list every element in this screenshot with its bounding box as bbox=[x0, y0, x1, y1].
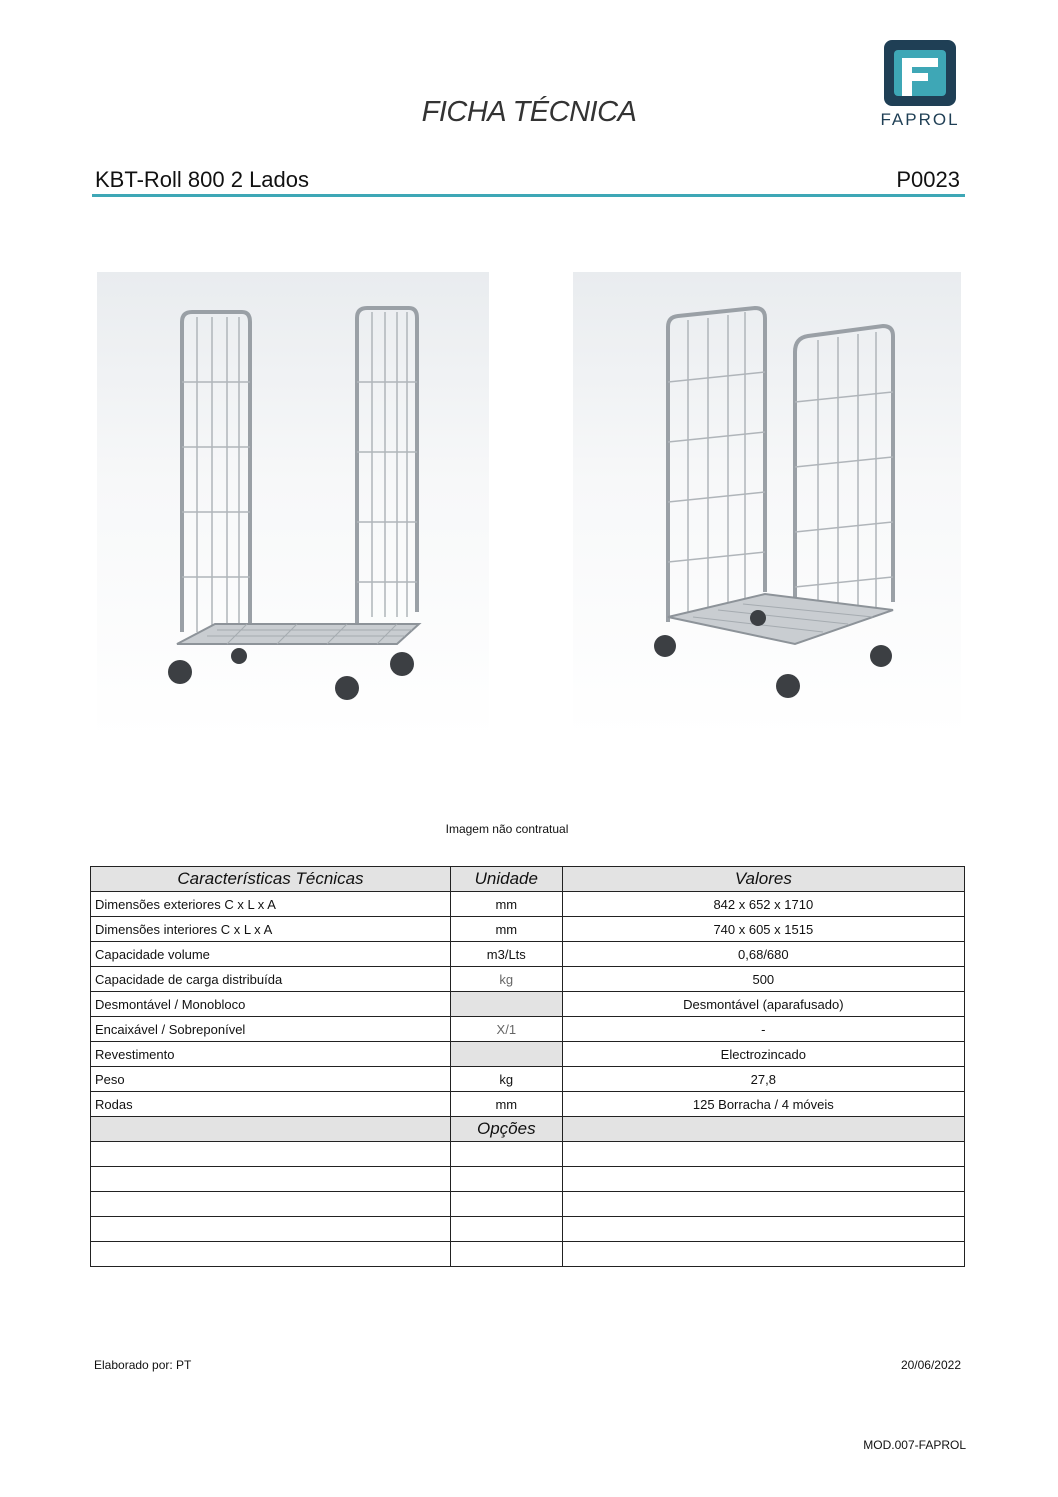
options-header-blank bbox=[562, 1117, 964, 1142]
header-values: Valores bbox=[562, 867, 964, 892]
row-unit: kg bbox=[450, 1067, 562, 1092]
row-value: 0,68/680 bbox=[562, 942, 964, 967]
row-name: Dimensões exteriores C x L x A bbox=[91, 892, 451, 917]
row-value: 125 Borracha / 4 móveis bbox=[562, 1092, 964, 1117]
options-row bbox=[91, 1142, 965, 1167]
row-name: Rodas bbox=[91, 1092, 451, 1117]
row-unit: X/1 bbox=[450, 1017, 562, 1042]
row-value: 27,8 bbox=[562, 1067, 964, 1092]
document-date: 20/06/2022 bbox=[900, 1358, 961, 1372]
row-name: Dimensões interiores C x L x A bbox=[91, 917, 451, 942]
row-name: Peso bbox=[91, 1067, 451, 1092]
options-header: Opções bbox=[450, 1117, 562, 1142]
options-row bbox=[91, 1192, 965, 1217]
options-header-blank bbox=[91, 1117, 451, 1142]
row-unit: mm bbox=[450, 892, 562, 917]
product-image-perspective bbox=[573, 272, 961, 738]
row-value: Desmontável (aparafusado) bbox=[562, 992, 964, 1017]
specs-table bbox=[90, 866, 965, 1267]
table-row bbox=[91, 917, 965, 942]
row-unit: mm bbox=[450, 917, 562, 942]
table-row bbox=[91, 1092, 965, 1117]
header-characteristics: Características Técnicas bbox=[91, 867, 451, 892]
row-name: Desmontável / Monobloco bbox=[91, 992, 451, 1017]
row-value: 842 x 652 x 1710 bbox=[562, 892, 964, 917]
row-unit: kg bbox=[450, 967, 562, 992]
table-row bbox=[91, 1042, 965, 1067]
row-value: - bbox=[562, 1017, 964, 1042]
row-name: Capacidade de carga distribuída bbox=[91, 967, 451, 992]
table-row bbox=[91, 942, 965, 967]
product-name: KBT-Roll 800 2 Lados bbox=[95, 167, 310, 192]
options-row bbox=[91, 1167, 965, 1192]
product-image-front bbox=[97, 272, 489, 740]
row-value: 500 bbox=[562, 967, 964, 992]
options-row bbox=[91, 1217, 965, 1242]
row-unit: mm bbox=[450, 1092, 562, 1117]
image-disclaimer: Imagem não contratual bbox=[445, 822, 569, 836]
logo-text: FAPROL bbox=[880, 110, 960, 129]
form-code: MOD.007-FAPROL bbox=[863, 1438, 966, 1452]
row-name: Capacidade volume bbox=[91, 942, 451, 967]
table-row bbox=[91, 892, 965, 917]
title-divider bbox=[92, 194, 965, 197]
table-header-row bbox=[91, 867, 965, 892]
table-row bbox=[91, 967, 965, 992]
row-name: Encaixável / Sobreponível bbox=[91, 1017, 451, 1042]
row-unit: m3/Lts bbox=[450, 942, 562, 967]
table-row bbox=[91, 1067, 965, 1092]
options-row bbox=[91, 1242, 965, 1267]
options-header-row bbox=[91, 1117, 965, 1142]
row-unit bbox=[450, 1042, 562, 1067]
prepared-by: Elaborado por: PT bbox=[94, 1358, 192, 1372]
table-row bbox=[91, 992, 965, 1017]
row-unit bbox=[450, 992, 562, 1017]
row-value: Electrozincado bbox=[562, 1042, 964, 1067]
header-unit: Unidade bbox=[450, 867, 562, 892]
product-code: P0023 bbox=[896, 167, 960, 192]
row-value: 740 x 605 x 1515 bbox=[562, 917, 964, 942]
table-row bbox=[91, 1017, 965, 1042]
document-title: FICHA TÉCNICA bbox=[421, 96, 637, 128]
row-name: Revestimento bbox=[91, 1042, 451, 1067]
